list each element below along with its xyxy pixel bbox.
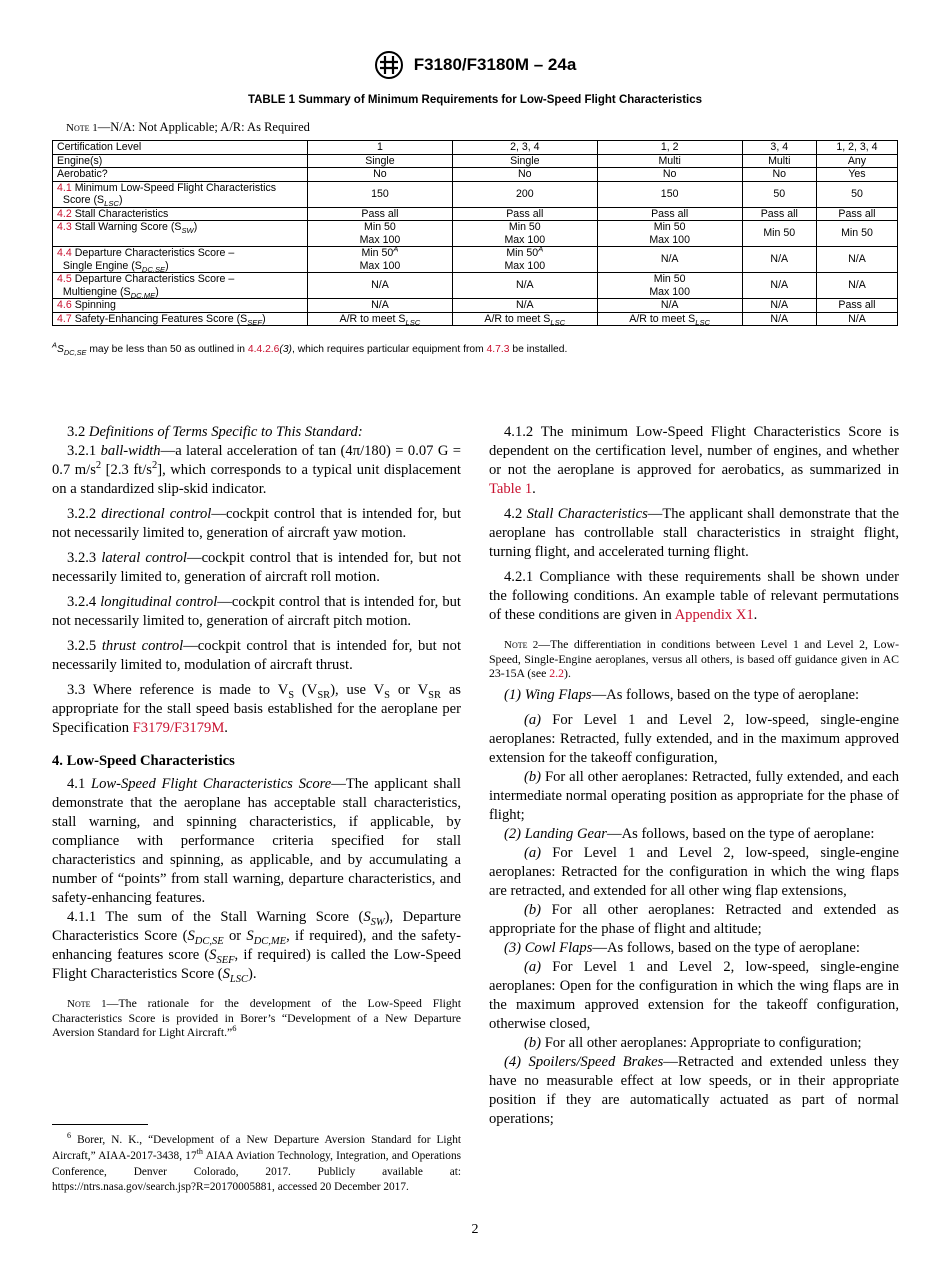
list-item: (4) Spoilers/Speed Brakes—Retracted and extended unless they have no measurable effect at low speeds, or in their appropriate position if they are automatically actuated as part of normal operations; bbox=[489, 1054, 899, 1127]
paragraph: 4.1.1 The sum of the Stall Warning Score $(S_{SW})$, Departure Characteristics Score ($S_{DC,SE}$ or $S_{DC,ME}$, if required), and the safety-enhancing features score ($S_{SEF}$, if required) is called the Low-Speed Flight Characteristics Score $(S_{LSC})$. bbox=[52, 909, 461, 985]
section-link[interactable]: 4.6 bbox=[57, 299, 72, 311]
section-link[interactable]: 4.7 bbox=[57, 312, 72, 325]
left-column bbox=[52, 423, 461, 1045]
paragraph: 4.2 Stall Characteristics—The applicant shall demonstrate that the aeroplane has controllable stall characteristics in straight flight, turning flight, and accelerated turning flight. bbox=[489, 506, 899, 560]
document-designation: F3180/F3180M – 24a bbox=[413, 55, 577, 74]
paragraph: 3.2 Definitions of Terms Specific to This Standard: bbox=[67, 424, 363, 440]
list-item: (a) For Level 1 and Level 2, low-speed, single-engine aeroplanes: Open for the configuration in which the wing flaps are in the maximum approved extension for the takeoff configuration, otherwise closed, bbox=[489, 959, 899, 1032]
appendix-link[interactable]: Appendix X1 bbox=[674, 607, 754, 623]
table-row: 4.1 Minimum Low-Speed Flight Characteristics Score $(S_{LSC})$ 150 200 150 50 50 bbox=[53, 181, 898, 207]
section-link[interactable]: 4.4 bbox=[57, 247, 72, 259]
astm-logo-icon bbox=[374, 50, 404, 80]
table-row: 4.5 Departure Characteristics Score – Multiengine $(S_{DC,ME})$ N/A N/A Min 50 Max 100 N/A N/A bbox=[53, 273, 898, 299]
table-link[interactable]: Table 1 bbox=[489, 481, 533, 497]
page-header bbox=[0, 50, 950, 80]
table-note: Note 1—N/A: Not Applicable; A/R: As Required bbox=[66, 120, 310, 134]
paragraph: 4.1.2 The minimum Low-Speed Flight Characteristics Score is dependent on the certification level, number of engines, and whether or not the aeroplane is approved for aerobatics, as summarized in Table 1. bbox=[489, 424, 899, 497]
table-row: 4.6 Spinning N/A N/A N/A N/A Pass all bbox=[53, 299, 898, 313]
section-link[interactable]: 4.1 bbox=[57, 181, 72, 194]
table-row: 4.3 Stall Warning Score $(S_{SW})$ Min 50 Max 100 Min 50 Max 100 Min 50 Max 100 Min 50 Min 50 bbox=[53, 221, 898, 247]
list-item: (1) Wing Flaps—As follows, based on the type of aeroplane: bbox=[504, 687, 860, 703]
paragraph: 4.1 Low-Speed Flight Characteristics Score—The applicant shall demonstrate that the aeroplane has acceptable stall characteristics, stall warning, and spinning characteristics, if applicable, by compliance with performance criteria specified for stall characteristics and spinning, as applicable, and by accumulating a number of “points” from stall warning, departure characteristics, and safety-enhancing features. bbox=[52, 776, 461, 906]
summary-table bbox=[52, 140, 898, 326]
spec-link[interactable]: F3179/F3179M bbox=[132, 720, 225, 736]
paragraph: 3.2.3 lateral control—cockpit control that is intended for, but not necessarily limited to, generation of aircraft roll motion. bbox=[52, 550, 461, 585]
table-row: Certification Level 1 2, 3, 4 1, 2 3, 4 1, 2, 3, 4 bbox=[53, 141, 898, 155]
footnote-divider bbox=[52, 1124, 148, 1125]
section-link[interactable]: 4.2 bbox=[57, 207, 72, 220]
table-title: TABLE 1 Summary of Minimum Requirements for Low-Speed Flight Characteristics bbox=[247, 94, 703, 106]
section-link[interactable]: 2.2 bbox=[549, 666, 565, 680]
page-number: 2 bbox=[471, 1222, 479, 1237]
section-heading: 4. Low-Speed Characteristics bbox=[52, 753, 235, 769]
table-footnote: $^AS_{DC,SE}$ may be less than 50 as outlined in 4.4.2.6(3), which requires particular equipment from 4.7.3 be installed. bbox=[52, 340, 568, 358]
note: Note 1—The rationale for the development of the Low-Speed Flight Characteristics Score is provided in Borer’s “Development of a New Departure Aversion Standard for Light Aircraft.”$^6$ bbox=[52, 996, 461, 1039]
paragraph: 4.2.1 Compliance with these requirements shall be shown under the following conditions. An example table of relevant permutations of these conditions are given in Appendix X1. bbox=[489, 569, 899, 623]
paragraph: 3.2.1 ball-width—a lateral acceleration of tan (4π/180) = 0.07 G = 0.7 $m/s^2$ [2.3 $ft/s^2$], which corresponds to a typical unit displacement on a standardized slip-skid indicator. bbox=[52, 443, 462, 497]
list-item: (a) For Level 1 and Level 2, low-speed, single-engine aeroplanes: Retracted, fully extended, and in the maximum approved extension for the takeoff configuration, bbox=[489, 712, 899, 766]
table-row: Aerobatic? No No No No Yes bbox=[53, 168, 898, 182]
paragraph: 3.2.4 longitudinal control—cockpit control that is intended for, but not necessarily limited to, generation of aircraft pitch motion. bbox=[52, 594, 461, 629]
list-item: (b) For all other aeroplanes: Retracted, fully extended, and each intermediate normal operating position as appropriate for the phase of flight; bbox=[489, 769, 899, 823]
list-item: (b) For all other aeroplanes: Appropriate to configuration; bbox=[524, 1035, 862, 1051]
table-row: 4.4 Departure Characteristics Score – Single Engine $(S_{DC,SE})$ Min $50^A$ Max 100 Min $50^A$ Max 100 N/A N/A N/A bbox=[53, 247, 898, 273]
list-item: (a) For Level 1 and Level 2, low-speed, single-engine aeroplanes: Retracted for the configuration in which the wing flaps are retracted, and extended for all other wing flap extensions, bbox=[489, 845, 899, 899]
paragraph: 3.2.5 thrust control—cockpit control that is intended for, but not necessarily limited to, modulation of aircraft thrust. bbox=[52, 638, 461, 673]
note: Note 2—The differentiation in conditions between Level 1 and Level 2, Low-Speed, Single-Engine aeroplanes, versus all others, is based off guidance given in AC 23-15A (see 2.2). bbox=[489, 637, 899, 680]
section-link[interactable]: 4.5 bbox=[57, 273, 72, 285]
table-row: Engine(s) Single Single Multi Multi Any bbox=[53, 154, 898, 168]
footnote: $^6$ Borer, N. K., “Development of a New Departure Aversion Standard for Light Aircraft,” AIAA-2017-3438, 17th AIAA Aviation Technology, Integration, and Operations Conference, Denver Colorado, 2017. Publicly available at: https://ntrs.nasa.gov/search.jsp?R=20170005881, accessed 20 December 2017. bbox=[52, 1131, 462, 1194]
paragraph: 3.2.2 directional control—cockpit control that is intended for, but not necessarily limited to, generation of aircraft yaw motion. bbox=[52, 506, 461, 541]
section-link[interactable]: 4.7.3 bbox=[486, 344, 510, 355]
list-item: (b) For all other aeroplanes: Retracted and extended as appropriate for the phase of flight and altitude; bbox=[489, 902, 899, 937]
list-item: (3) Cowl Flaps—As follows, based on the type of aeroplane: bbox=[504, 940, 860, 956]
paragraph: 3.3 Where reference is made to $V_S$ $(V_{SR})$, use $V_S$ or $V_{SR}$ as appropriate for the stall speed basis established for the aeroplane per Specification F3179/F3179M. bbox=[52, 682, 461, 736]
list-item: (2) Landing Gear—As follows, based on the type of aeroplane: bbox=[504, 826, 875, 842]
section-link[interactable]: 4.4.2.6 bbox=[247, 344, 280, 355]
table-row: 4.2 Stall Characteristics Pass all Pass all Pass all Pass all Pass all bbox=[53, 207, 898, 221]
table-row: 4.7 Safety-Enhancing Features Score $(S_{SEF})$ A/R to meet $S_{LSC}$ A/R to meet $S_{LSC}$ A/R to meet $S_{LSC}$ N/A N/A bbox=[53, 312, 898, 326]
right-column bbox=[489, 423, 899, 1129]
section-link[interactable]: 4.3 bbox=[57, 221, 72, 233]
